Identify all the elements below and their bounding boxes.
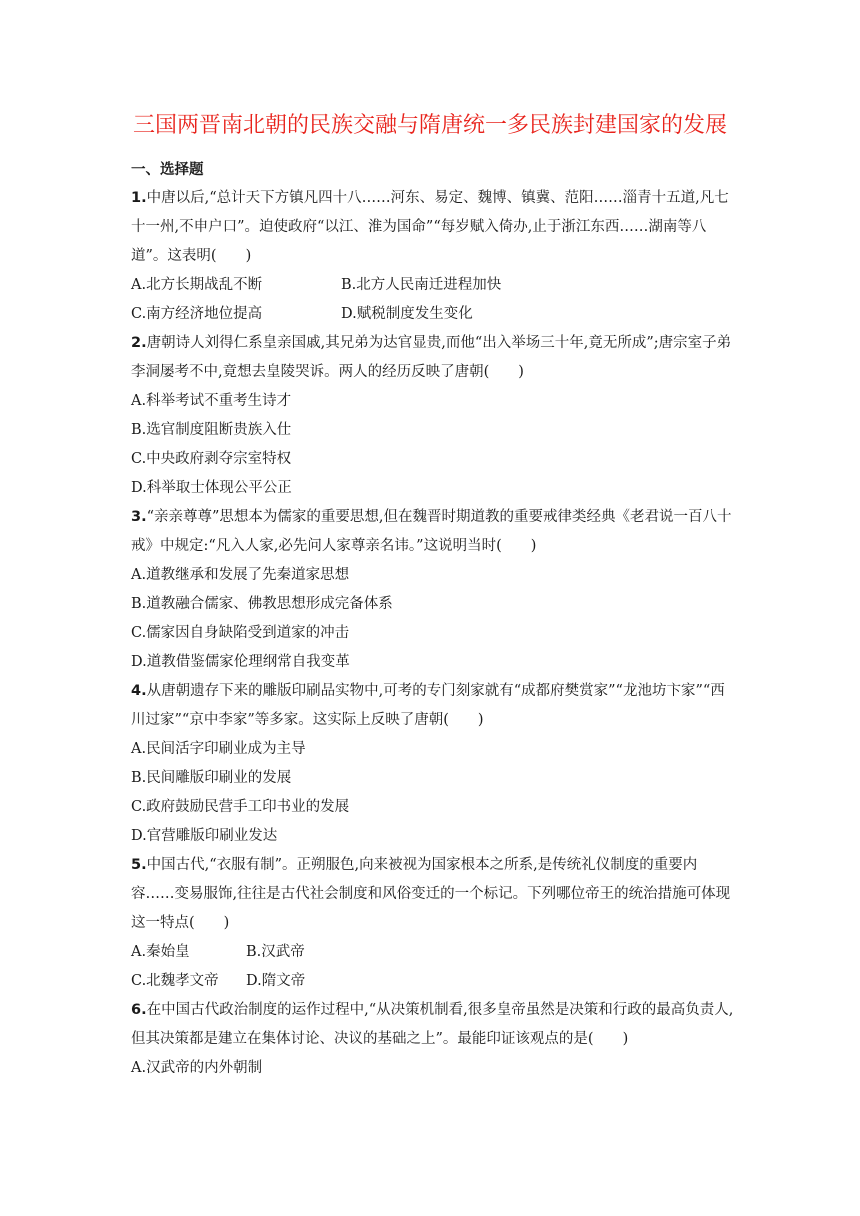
question-number: 6. [131, 1002, 147, 1018]
question-1 [131, 184, 736, 329]
option-c: C.中央政府剥夺宗室特权 [131, 451, 292, 467]
question-3 [131, 503, 736, 677]
question-stem [131, 851, 736, 938]
option-a: A.秦始皇 [131, 944, 190, 960]
option-d: D.隋文帝 [246, 973, 306, 989]
question-stem [131, 503, 736, 561]
option-c: C.北魏孝文帝 [131, 973, 219, 989]
question-stem [131, 996, 736, 1054]
question-text: “亲亲尊尊”思想本为儒家的重要思想,但在魏晋时期道教的重要戒律类经典《老君说一百八十戒》中规定:“凡入人家,必先问人家尊亲名讳。”这说明当时( ) [131, 509, 732, 554]
option-row [131, 967, 736, 996]
option-c: C.儒家因自身缺陷受到道家的冲击 [131, 625, 350, 641]
option-b: B.汉武帝 [246, 944, 305, 960]
option-a: A.汉武帝的内外朝制 [131, 1060, 263, 1076]
option-d: D.道教借鉴儒家伦理纲常自我变革 [131, 654, 350, 670]
option-a: A.道教继承和发展了先秦道家思想 [131, 567, 350, 583]
option-b: B.选官制度阻断贵族入仕 [131, 422, 292, 438]
question-number: 2. [131, 335, 147, 351]
question-text: 唐朝诗人刘得仁系皇亲国戚,其兄弟为达官显贵,而他“出入举场三十年,竟无所成”;唐宗室子弟李洞屡考不中,竟想去皇陵哭诉。两人的经历反映了唐朝( ) [131, 335, 732, 380]
question-list [131, 184, 736, 1083]
option-row [131, 271, 736, 300]
question-number: 4. [131, 683, 147, 699]
option-c: C.南方经济地位提高 [131, 306, 263, 322]
question-text: 在中国古代政治制度的运作过程中,“从决策机制看,很多皇帝虽然是决策和行政的最高负责人,但其决策都是建立在集体讨论、决议的基础之上”。最能印证该观点的是( ) [131, 1002, 734, 1047]
question-stem [131, 184, 736, 271]
question-number: 3. [131, 509, 147, 525]
option-c: C.政府鼓励民营手工印书业的发展 [131, 799, 350, 815]
option-a: A.民间活字印刷业成为主导 [131, 741, 306, 757]
option-d: D.科举取士体现公平公正 [131, 480, 292, 496]
question-text: 中国古代,“衣服有制”。正朔服色,向来被视为国家根本之所系,是传统礼仪制度的重要内容……变易服饰,往往是古代社会制度和风俗变迁的一个标记。下列哪位帝王的统治措施可体现这一特点( ) [131, 857, 731, 931]
option-b: B.北方人民南迁进程加快 [341, 277, 502, 293]
question-stem [131, 329, 736, 387]
question-5 [131, 851, 736, 996]
option-b: B.道教融合儒家、佛教思想形成完备体系 [131, 596, 393, 612]
option-d: D.官营雕版印刷业发达 [131, 828, 278, 844]
section-heading: 一、选择题 [131, 162, 204, 178]
option-b: B.民间雕版印刷业的发展 [131, 770, 292, 786]
question-stem [131, 677, 736, 735]
option-a: A.北方长期战乱不断 [131, 277, 263, 293]
question-number: 1. [131, 190, 147, 206]
question-6 [131, 996, 736, 1083]
question-text: 从唐朝遗存下来的雕版印刷品实物中,可考的专门刻家就有“成都府樊赏家”“龙池坊卞家”“西川过家”“京中李家”等多家。这实际上反映了唐朝( ) [131, 683, 725, 728]
question-text: 中唐以后,“总计天下方镇凡四十八……河东、易定、魏博、镇冀、范阳……淄青十五道,凡七十一州,不申户口”。迫使政府“以江、淮为国命”“每岁赋入倚办,止于浙江东西……湖南等八道”。这表明( ) [131, 190, 729, 264]
question-4 [131, 677, 736, 851]
option-d: D.赋税制度发生变化 [341, 306, 473, 322]
option-row [131, 938, 736, 967]
option-row [131, 300, 736, 329]
document-title: 三国两晋南北朝的民族交融与隋唐统一多民族封建国家的发展 [132, 113, 727, 138]
option-a: A.科举考试不重考生诗才 [131, 393, 292, 409]
question-2 [131, 329, 736, 503]
question-number: 5. [131, 857, 147, 873]
